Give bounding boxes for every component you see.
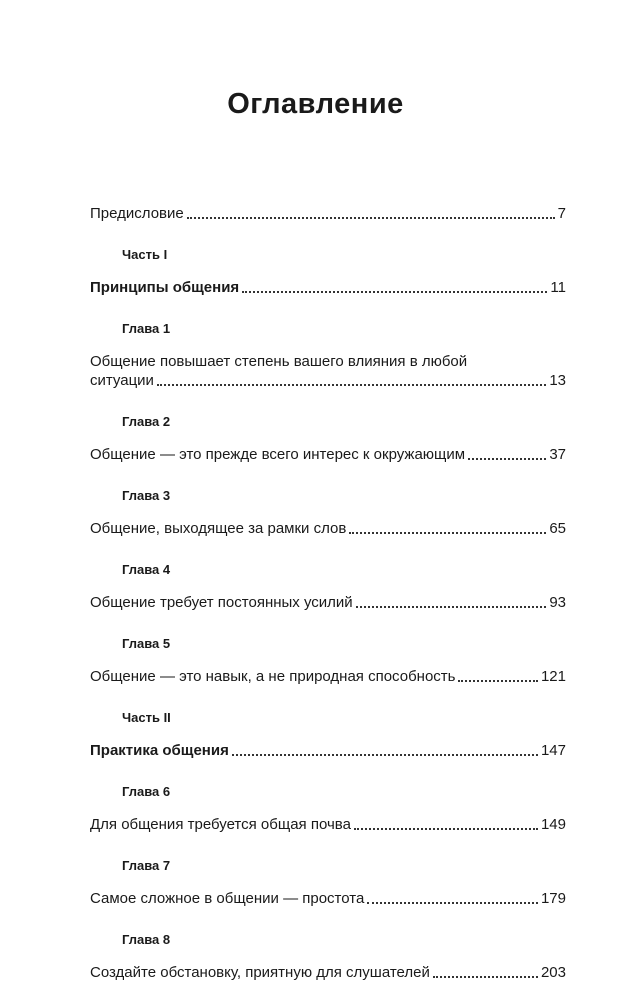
page-number: 13 [549,372,566,389]
toc-entry[interactable] [90,445,566,464]
section-label: Часть I [122,247,168,262]
section-label: Глава 4 [122,562,171,577]
dot-leader [187,217,555,219]
toc-entry[interactable] [90,278,566,297]
page-number: 121 [540,668,566,685]
dot-leader [354,828,538,830]
dot-leader [242,291,547,293]
dot-leader [433,976,538,978]
page-number: 11 [550,279,566,296]
toc-entry[interactable] [90,741,566,760]
dot-leader [157,384,546,386]
toc-entry[interactable] [90,889,566,908]
toc-entry[interactable] [90,667,566,686]
toc-entry-title: Общение, выходящее за рамки слов [90,520,347,537]
toc-entry[interactable] [90,519,566,538]
toc-entry[interactable] [90,963,566,982]
section-label: Глава 7 [122,858,171,873]
section-label: Глава 1 [122,321,171,336]
section-label: Часть II [122,710,171,725]
page-number: 147 [540,742,566,759]
section-label: Глава 3 [122,488,171,503]
section-label: Глава 6 [122,784,171,799]
dot-leader [458,680,537,682]
toc-entry-title: Общение — это прежде всего интерес к окружающим [90,446,466,463]
toc-entry-title: Практика общения [90,742,229,759]
page-title: Оглавление [227,88,404,120]
page-number: 37 [549,446,566,463]
toc-entry-title: Предисловие [90,205,184,222]
section-label: Глава 2 [122,414,171,429]
section-label: Глава 5 [122,636,171,651]
dot-leader [232,754,538,756]
toc-entry-title: Общение — это навык, а не природная способность [90,668,456,685]
dot-leader [367,902,538,904]
toc-entry-title: Самое сложное в общении — простота [90,890,365,907]
toc-entry-title: Принципы общения [90,279,240,296]
dot-leader [468,458,546,460]
toc-entry[interactable] [90,204,566,223]
section-label: Глава 8 [122,932,171,947]
page-number: 93 [549,594,566,611]
toc-entry-title: Для общения требуется общая почва [90,816,351,833]
toc-entry[interactable] [90,815,566,834]
page-number: 179 [540,890,566,907]
page-number: 149 [540,816,566,833]
table-of-contents [90,204,566,982]
toc-entry-title: ситуации [90,372,154,389]
dot-leader [349,532,546,534]
toc-entry-title: Создайте обстановку, приятную для слушателей [90,964,430,981]
toc-entry[interactable] [90,593,566,612]
toc-entry[interactable] [90,352,566,390]
dot-leader [356,606,547,608]
toc-entry-row [90,371,566,390]
page-number: 65 [549,520,566,537]
page-number: 7 [557,205,566,222]
toc-entry-first-line: Общение повышает степень вашего влияния в любой [90,353,468,370]
page-number: 203 [540,964,566,981]
toc-entry-title: Общение требует постоянных усилий [90,594,353,611]
